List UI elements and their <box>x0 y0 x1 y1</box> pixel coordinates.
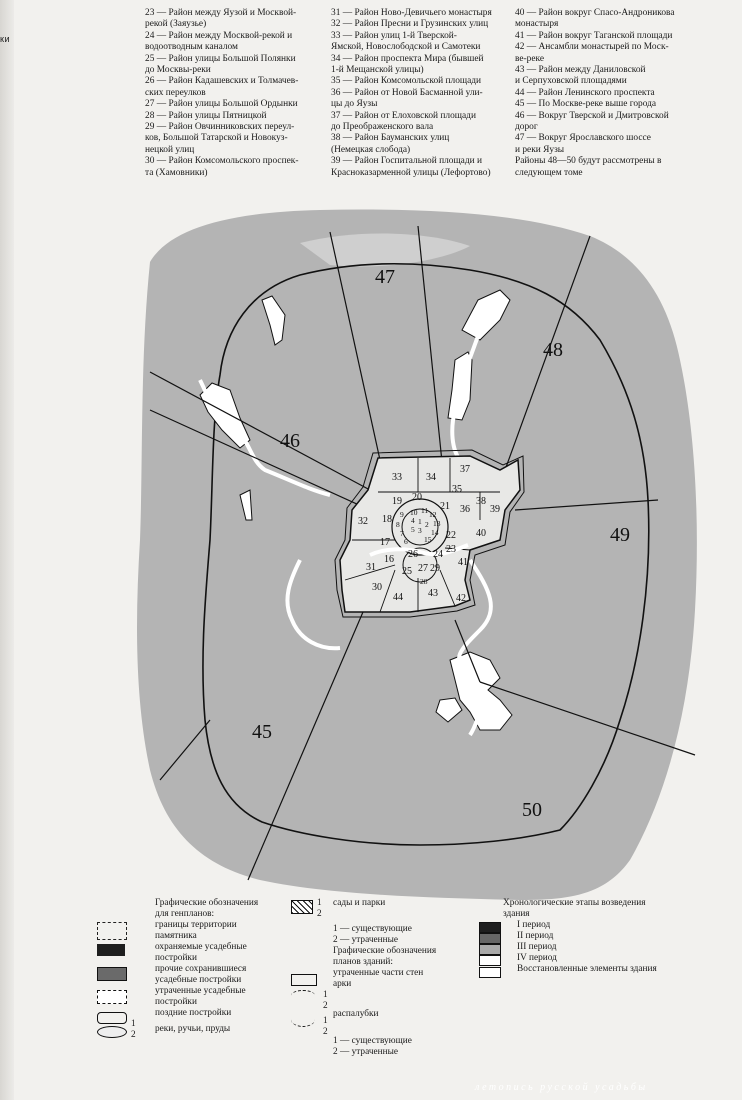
district-line: нецкой улиц <box>145 144 195 155</box>
legend-item: поздние постройки <box>155 1008 232 1018</box>
district-line: 34 — Район проспекта Мира (бывшей <box>331 53 484 64</box>
legend-num: 2 <box>323 1027 328 1037</box>
district-line: 39 — Район Госпитальной площади и <box>331 156 482 167</box>
district-label: 19 <box>392 496 402 507</box>
district-line: 38 — Район Бауманских улиц <box>331 133 450 144</box>
district-line: следующем томе <box>515 167 583 178</box>
district-line: ков, Большой Татарской и Новокуз- <box>145 133 288 144</box>
district-label: 25 <box>402 566 412 577</box>
district-line: до Москвы-реки <box>145 65 211 76</box>
period-4-swatch <box>479 955 501 966</box>
legend-subtitle: здания <box>503 909 530 919</box>
district-line: рекой (Заяузье) <box>145 19 207 30</box>
legend-num: 2 <box>131 1030 136 1040</box>
district-label: 15 <box>424 535 432 544</box>
legend-item: сады и парки <box>333 898 386 908</box>
district-line: дорог <box>515 122 538 133</box>
district-line: 42 — Ансамбли монастырей по Моск- <box>515 42 669 53</box>
district-label: 36 <box>460 504 470 515</box>
district-line: 35 — Район Комсомольской площади <box>331 76 482 87</box>
district-label: 2 <box>425 520 429 529</box>
district-label: 35 <box>452 484 462 495</box>
district-label: 41 <box>458 557 468 568</box>
district-label: 26 <box>408 549 418 560</box>
period-3-swatch <box>479 944 501 955</box>
district-label: 21 <box>440 501 450 512</box>
district-label: 12 <box>429 510 437 519</box>
district-label: 40 <box>476 528 486 539</box>
district-line: 27 — Район улицы Большой Ордынки <box>145 99 298 110</box>
legend-item: памятника <box>155 931 197 941</box>
district-label: 18 <box>382 514 392 525</box>
district-label: 3 <box>418 526 422 535</box>
district-line: 30 — Район Комсомольского проспек- <box>145 156 299 167</box>
district-line: 33 — Район улиц 1-й Тверской- <box>331 30 457 41</box>
legend-title: Графические обозначения <box>155 898 259 908</box>
legend-item: 2 — утраченные <box>333 1047 398 1057</box>
legend-item: утраченные части стен <box>333 968 424 978</box>
legend-item: границы территории <box>155 920 237 930</box>
district-line: 26 — Район Кадашевских и Толмачев- <box>145 76 299 87</box>
legend-num: 2 <box>317 909 322 919</box>
zone-label: 48 <box>543 339 563 361</box>
district-line: Красноказарменной улицы (Лефортово) <box>331 167 491 178</box>
district-label: 31 <box>366 562 376 573</box>
district-line: 1-й Мещанской улицы) <box>331 65 424 76</box>
legend-item: 1 — существующие <box>333 924 412 934</box>
district-line: водоотводным каналом <box>145 42 238 53</box>
vault-symbol <box>291 1012 315 1027</box>
district-line: та (Хамовники) <box>145 167 208 178</box>
district-line: монастыря <box>515 19 559 30</box>
district-line: 36 — Район от Новой Басманной ули- <box>331 87 483 98</box>
district-line: 25 — Район улицы Большой Полянки <box>145 53 296 64</box>
arch-symbol-dashed <box>291 990 315 1001</box>
district-line: Ямской, Новослободской и Самотеки <box>331 42 481 53</box>
district-label: 6 <box>404 537 408 546</box>
spine-text: ки <box>0 34 10 44</box>
district-label: 30 <box>372 582 382 593</box>
district-line: 41 — Район вокруг Таганской площади <box>515 30 673 41</box>
district-label: 23 <box>446 544 456 555</box>
district-label: 22 <box>446 530 456 541</box>
district-label: 24 <box>433 549 443 560</box>
district-line: 32 — Район Пресни и Грузинских улиц <box>331 19 489 30</box>
district-line: 46 — Вокруг Тверской и Дмитровской <box>515 110 669 121</box>
district-line: и реки Яузы <box>515 144 565 155</box>
legend-item: Восстановленные элементы здания <box>517 964 657 974</box>
district-line: 31 — Район Ново-Девичьего монастыря <box>331 8 492 18</box>
district-label: 11 <box>421 506 429 515</box>
district-line: 24 — Район между Москвой-рекой и <box>145 30 293 41</box>
boundary-dashed-symbol <box>97 922 127 940</box>
legend-item: распалубки <box>333 1009 379 1019</box>
arch-symbol <box>291 974 317 986</box>
district-label: 33 <box>392 472 402 483</box>
map-legend <box>131 898 717 1057</box>
district-label: 42 <box>456 593 466 604</box>
other-building-symbol <box>97 967 127 981</box>
zone-label: 49 <box>610 524 630 546</box>
district-label: 28 <box>420 577 428 586</box>
lost-building-symbol <box>97 990 127 1004</box>
district-label: 37 <box>460 464 470 475</box>
page-footer: летопись русской усадьбы <box>475 1082 648 1093</box>
district-label: 17 <box>380 537 390 548</box>
district-label: 1 <box>418 517 422 526</box>
district-label: 13 <box>433 519 441 528</box>
district-label: 7 <box>400 529 404 538</box>
district-line: 40 — Район вокруг Спасо-Андроникова <box>515 8 675 18</box>
district-label: 14 <box>431 528 439 537</box>
legend-item: реки, ручьи, пруды <box>155 1024 231 1034</box>
district-label: 38 <box>476 496 486 507</box>
legend-item: прочие сохранившиеся <box>155 964 247 974</box>
legend-item: IV период <box>517 953 557 963</box>
legend-item: 1 — существующие <box>333 1036 412 1046</box>
zone-label: 45 <box>252 721 272 743</box>
zone-label: 50 <box>522 799 542 821</box>
district-line: 47 — Вокруг Ярославского шоссе <box>515 133 651 144</box>
legend-item: утраченные усадебные <box>155 986 246 996</box>
district-line: 29 — Район Овчинниковских переул- <box>145 122 295 133</box>
district-line: 44 — Район Ленинского проспекта <box>515 87 655 98</box>
legend-subtitle: планов зданий: <box>333 957 393 967</box>
district-line: до Преображенского вала <box>331 122 434 133</box>
district-line: 43 — Район между Даниловской <box>515 65 646 76</box>
gardens-symbol <box>291 900 313 914</box>
district-line: 23 — Район между Яузой и Москвой- <box>145 8 297 18</box>
district-label: 5 <box>411 525 415 534</box>
district-line: 45 — По Москве-реке выше города <box>515 99 657 110</box>
late-building-symbol <box>97 1012 127 1024</box>
legend-num: 1 <box>317 898 322 908</box>
legend-num: 1 <box>131 1019 136 1029</box>
district-line: цы до Яузы <box>331 99 378 110</box>
zone-label: 47 <box>375 266 395 288</box>
district-line: (Немецкая слобода) <box>331 144 411 155</box>
district-label: 32 <box>358 516 368 527</box>
legend-item: III период <box>517 942 557 952</box>
legend-item: постройки <box>155 953 197 963</box>
district-label: 44 <box>393 592 403 603</box>
district-label: 27 <box>418 563 428 574</box>
legend-item: охраняемые усадебные <box>155 942 247 952</box>
legend-num: 1 <box>323 990 328 1000</box>
district-line: и Серпуховской площадями <box>515 76 627 87</box>
district-line: ве-реке <box>515 53 544 64</box>
district-label: 16 <box>384 554 394 565</box>
district-line: 28 — Район улицы Пятницкой <box>145 110 267 121</box>
district-label: 29 <box>430 563 440 574</box>
legend-title: Графические обозначения <box>333 946 437 956</box>
district-line: ских переулков <box>145 87 206 98</box>
district-label: 9 <box>400 510 404 519</box>
period-2-swatch <box>479 933 501 944</box>
district-label: 10 <box>410 508 418 517</box>
district-line: 37 — Район от Елоховской площади <box>331 110 476 121</box>
legend-item: II период <box>517 931 554 941</box>
legend-item: усадебные постройки <box>155 975 242 985</box>
legend-subtitle: для генпланов: <box>155 909 215 919</box>
district-label: 39 <box>490 504 500 515</box>
period-1-swatch <box>479 922 501 933</box>
legend-title: Хронологические этапы возведения <box>503 898 646 908</box>
legend-item: арки <box>333 979 352 989</box>
zone-label: 46 <box>280 430 300 452</box>
legend-item: I период <box>517 920 551 930</box>
restored-swatch <box>479 967 501 978</box>
water-symbol <box>97 1026 127 1038</box>
district-line: Районы 48—50 будут рассмотрены в <box>515 156 662 167</box>
legend-item: 2 — утраченные <box>333 935 398 945</box>
legend-num: 1 <box>323 1016 328 1026</box>
district-label: 34 <box>426 472 436 483</box>
district-label: 20 <box>412 492 422 503</box>
district-label: 43 <box>428 588 438 599</box>
district-label: 4 <box>411 516 415 525</box>
legend-num: 2 <box>323 1001 328 1011</box>
district-label: 8 <box>396 520 400 529</box>
protected-building-symbol <box>97 944 125 956</box>
legend-item: постройки <box>155 997 197 1007</box>
